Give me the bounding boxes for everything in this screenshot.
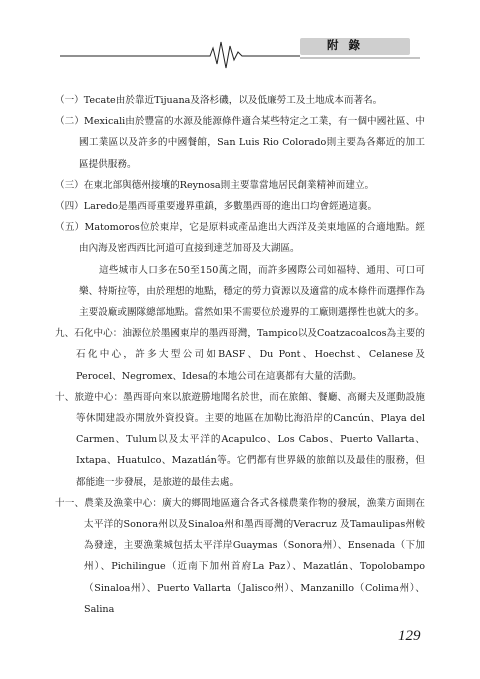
section-item: 十一、農業及漁業中心：廣大的鄉間地區適合各式各樣農業作物的發展，漁業方面則在太平洋的Sonora州以及Sinaloa州和墨西哥灣的Veracruz 及Tamaulipas州較為發達，主要漁業城包括太平洋岸Guaymas（Sonora州）、Ensenada（下加州）、Pichilingue（近南下加州首府La Paz）、Mazatlán、Topolobampo（Sinaloa州）、Puerto Vallarta（Jalisco州）、Manzanillo（Colima州）、Salina	[55, 497, 425, 615]
list-item: （五）Matomoros位於東岸，它是原料或產品進出大西洋及美東地區的合適地點。經由內海及密西西比河道可直接到達芝加哥及大湖區。	[55, 222, 425, 255]
section-title: 附 錄	[327, 38, 364, 52]
page-header	[0, 0, 480, 70]
section-item: 九、石化中心：油源位於墨國東岸的墨西哥灣，Tampico以及Coatzacoalcos為主要的石化中心，許多大型公司如BASF、Du Pont、Hoechst、Celanese及Perocel、Negromex、Idesa的本地公司在這裏都有大量的活動。	[55, 328, 425, 382]
list-item: （一）Tecate由於靠近Tijuana及洛杉磯，以及低廉勞工及土地成本而著名。	[55, 95, 383, 106]
list-item: （二）Mexicali由於豐富的水源及能源條件適合某些特定之工業，有一個中國社區、中國工業區以及許多的中國餐館，San Luis Rio Colorado則主要為各鄰近的加工區提供服務。	[55, 116, 425, 170]
section-item: 十、旅遊中心：墨西哥向來以旅遊勝地聞名於世，而在旅館、餐廳、高爾夫及運動設施等休閒建設亦開放外資投資。主要的地區在加勒比海沿岸的Cancún、Playa del Carmen、Tulum以及太平洋的Acapulco、Los Cabos、Puerto Vallarta、Ixtapa、Huatulco、Mazatlán等。它們都有世界級的旅館以及最佳的服務，但都能進一步發展，是旅遊的最佳去處。	[55, 391, 425, 488]
list-item: （三）在東北部與德州接壤的Reynosa則主要靠當地居民創業精神而建立。	[55, 179, 375, 191]
list-item: （四）Laredo是墨西哥重要邊界重鎮，多數墨西哥的進出口均會經過這裏。	[55, 201, 378, 213]
paragraph: 這些城市人口多在50至150萬之間，而許多國際公司如福特、通用、可口可樂、特斯拉等，由於理想的地點，穩定的勞力資源以及適當的成本條件而選擇作為主要設廠或團隊總部地點。當然如果不需要位於邊界的工廠則選擇性也就大的多。	[79, 264, 425, 319]
page-number: 129	[398, 628, 421, 644]
header-rule-heartbeat	[0, 0, 480, 70]
body-text	[55, 90, 425, 620]
